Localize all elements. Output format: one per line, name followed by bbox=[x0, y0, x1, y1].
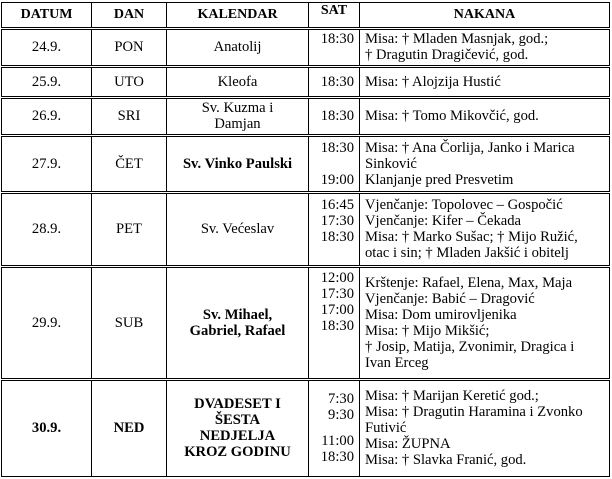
time-line: 9:30 bbox=[328, 407, 354, 424]
note-line: Misa: † Ana Čorlija, Janko i Marica bbox=[365, 140, 575, 156]
calendar-line: Sv. Mihael, bbox=[202, 307, 273, 324]
calendar-line: Sv. Kuzma i bbox=[201, 100, 274, 117]
row-calendar bbox=[167, 267, 309, 380]
row-date: 27.9. bbox=[2, 136, 92, 192]
time-line: 11:00 bbox=[321, 433, 354, 450]
note-line: Futivić bbox=[365, 420, 407, 437]
row-day: UTO bbox=[92, 66, 167, 97]
calendar-line: Sv. Većeslav bbox=[200, 221, 275, 238]
time-line: 17:30 bbox=[320, 286, 354, 303]
time-line: 18:30 bbox=[320, 229, 354, 246]
time-line-spacer bbox=[309, 423, 354, 433]
time-line-spacer bbox=[309, 245, 354, 261]
row-calendar bbox=[167, 97, 309, 136]
calendar-line: NEDJELJA bbox=[199, 428, 276, 445]
schedule-row bbox=[2, 66, 610, 97]
schedule-row bbox=[2, 29, 610, 67]
note-line: Misa: † Alojzija Hustić bbox=[365, 73, 501, 90]
note-line: Misa: ŽUPNA bbox=[365, 436, 451, 453]
row-times bbox=[309, 136, 360, 192]
row-day: PON bbox=[92, 29, 167, 67]
note-line: otac i sin; † Mladen Jakšić i obitelj bbox=[365, 245, 569, 262]
time-line: 18:30 bbox=[320, 73, 354, 90]
header-nakana: NAKANA bbox=[360, 3, 610, 29]
time-line: 18:30 bbox=[320, 318, 354, 335]
calendar-line: Damjan bbox=[214, 116, 261, 133]
calendar-line: Anatolij bbox=[213, 39, 262, 56]
calendar-line: ŠESTA bbox=[214, 412, 261, 429]
row-notes bbox=[360, 66, 610, 97]
time-line-spacer bbox=[309, 156, 354, 172]
row-times bbox=[309, 97, 360, 136]
row-day: PET bbox=[92, 192, 167, 267]
row-day: SRI bbox=[92, 97, 167, 136]
calendar-line: DVADESET I bbox=[194, 396, 281, 413]
note-line: Vjenčanje: Babić – Dragović bbox=[365, 291, 535, 308]
calendar-line: Kleofa bbox=[217, 73, 258, 90]
note-line: Misa: † Mladen Masnjak, god.; bbox=[365, 31, 549, 48]
row-date: 30.9. bbox=[2, 379, 92, 476]
header-datum: DATUM bbox=[2, 3, 92, 29]
row-date: 29.9. bbox=[2, 267, 92, 380]
row-times bbox=[309, 192, 360, 267]
header-row bbox=[2, 3, 610, 29]
calendar-line: Gabriel, Rafael bbox=[189, 323, 286, 340]
row-date: 24.9. bbox=[2, 29, 92, 67]
schedule-row bbox=[2, 97, 610, 136]
row-calendar bbox=[167, 379, 309, 476]
row-notes bbox=[360, 136, 610, 192]
note-line: Misa: † Mijo Mikšić; bbox=[365, 323, 490, 340]
note-line: Misa: † Dragutin Haramina i Zvonko bbox=[365, 404, 583, 421]
header-sat: SAT bbox=[309, 3, 360, 29]
calendar-line: KROZ GODINU bbox=[184, 444, 291, 461]
note-line: Misa: † Slavka Franić, god. bbox=[365, 452, 527, 469]
row-times bbox=[309, 29, 360, 67]
header-kalendar: KALENDAR bbox=[167, 3, 309, 29]
time-line: 7:30 bbox=[328, 391, 354, 408]
row-day: SUB bbox=[92, 267, 167, 380]
row-date: 25.9. bbox=[2, 66, 92, 97]
time-line: 16:45 bbox=[320, 197, 354, 214]
time-line: 18:30 bbox=[320, 140, 354, 156]
row-day: NED bbox=[92, 379, 167, 476]
row-calendar bbox=[167, 136, 309, 192]
schedule-row bbox=[2, 136, 610, 192]
row-calendar bbox=[167, 66, 309, 97]
row-date: 26.9. bbox=[2, 97, 92, 136]
time-line: 17:30 bbox=[320, 213, 354, 230]
note-line: Ivan Erceg bbox=[365, 355, 429, 372]
time-line: 17:00 bbox=[320, 302, 354, 319]
row-times bbox=[309, 379, 360, 476]
time-line: 18:30 bbox=[320, 31, 354, 47]
time-line: 18:30 bbox=[320, 108, 354, 125]
row-date: 28.9. bbox=[2, 192, 92, 267]
row-times bbox=[309, 267, 360, 380]
schedule-row bbox=[2, 379, 610, 476]
row-notes bbox=[360, 267, 610, 380]
row-notes bbox=[360, 29, 610, 67]
row-notes bbox=[360, 192, 610, 267]
row-times bbox=[309, 66, 360, 97]
row-day: ČET bbox=[92, 136, 167, 192]
note-line: Misa: Dom umirovljenika bbox=[365, 307, 517, 324]
time-line: 18:30 bbox=[320, 449, 354, 466]
time-line: 19:00 bbox=[320, 172, 354, 188]
note-line: Sinković bbox=[365, 156, 417, 172]
header-dan: DAN bbox=[92, 3, 167, 29]
row-notes bbox=[360, 97, 610, 136]
calendar-line: Sv. Vinko Paulski bbox=[182, 156, 293, 172]
note-line: Krštenje: Rafael, Elena, Max, Maja bbox=[365, 275, 573, 292]
note-line: Misa: † Marko Sušac; † Mijo Ružić, bbox=[365, 229, 578, 246]
note-line: Vjenčanje: Kifer – Čekada bbox=[365, 213, 521, 230]
note-line: Vjenčanje: Topolovec – Gospočić bbox=[365, 197, 563, 214]
note-line: † Josip, Matija, Zvonimir, Dragica i bbox=[365, 339, 575, 356]
time-line: 12:00 bbox=[320, 270, 354, 287]
schedule-row bbox=[2, 267, 610, 380]
note-line: Misa: † Tomo Mikovčić, god. bbox=[365, 108, 539, 125]
mass-schedule-table bbox=[1, 2, 610, 477]
row-notes bbox=[360, 379, 610, 476]
note-line: † Dragutin Dragičević, god. bbox=[365, 47, 529, 64]
note-line: Klanjanje pred Presvetim bbox=[365, 172, 514, 188]
row-calendar bbox=[167, 29, 309, 67]
schedule-row bbox=[2, 192, 610, 267]
row-calendar bbox=[167, 192, 309, 267]
note-line: Misa: † Marijan Keretić god.; bbox=[365, 388, 539, 405]
